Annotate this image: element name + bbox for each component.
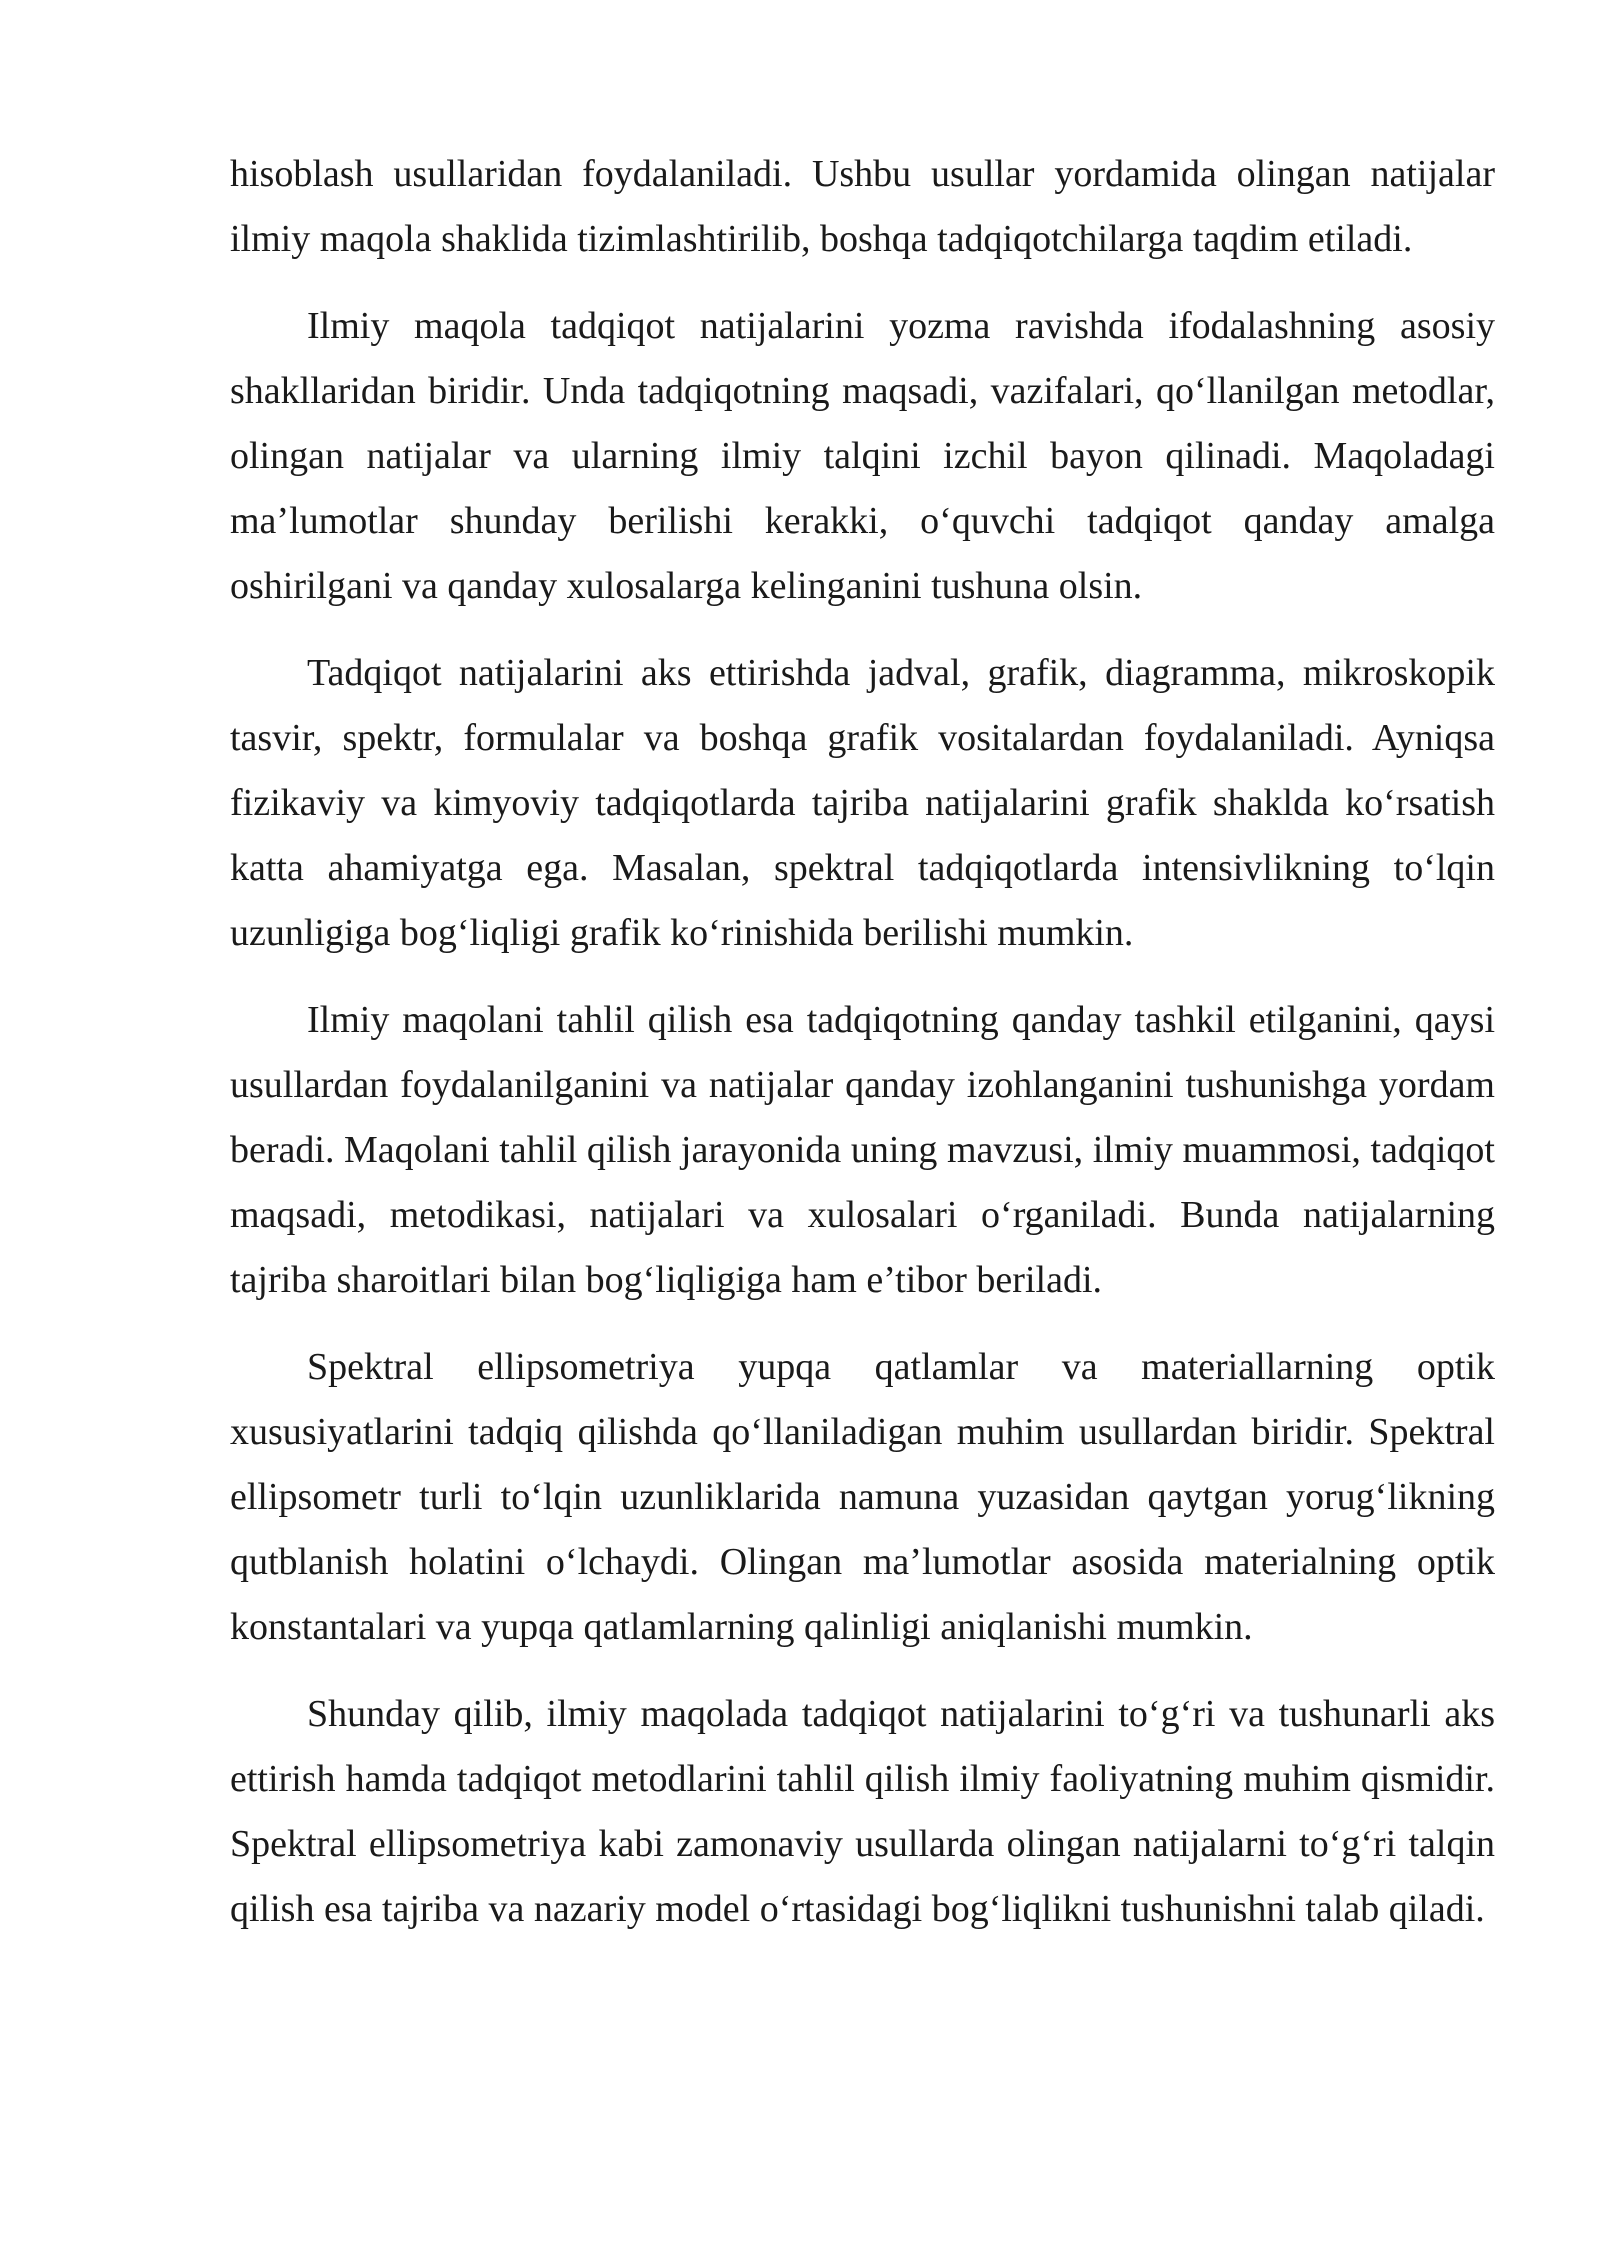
document-body [230, 142, 1495, 1964]
paragraph-xulosa: Shunday qilib, ilmiy maqolada tadqiqot natijalarini to‘g‘ri va tushunarli aks ettirish hamda tadqiqot metodlarini tahlil qilish ilmiy faoliyatning muhim qismidir. Spektral ellipsometriya kabi zamonaviy usullarda olingan natijalarni to‘g‘ri talqin qilish esa tajriba va nazariy model o‘rtasidagi bog‘liqlikni tushunishni talab qiladi. [230, 1693, 1495, 1930]
paragraph-ilmiy-maqola: Ilmiy maqola tadqiqot natijalarini yozma ravishda ifodalashning asosiy shakllaridan biridir. Unda tadqiqotning maqsadi, vazifalari, qo‘llanilgan metodlar, olingan natijalar va ularning ilmiy talqini izchil bayon qilinadi. Maqoladagi ma’lumotlar shunday berilishi kerakki, o‘quvchi tadqiqot qanday amalga oshirilgani va qanday xulosalarga kelinganini tushuna olsin. [230, 305, 1495, 607]
paragraph-spektral-ellipsometriya: Spektral ellipsometriya yupqa qatlamlar va materiallarning optik xususiyatlarini tadqiq qilishda qo‘llaniladigan muhim usullardan biridir. Spektral ellipsometr turli to‘lqin uzunliklarida namuna yuzasidan qaytgan yorug‘likning qutblanish holatini o‘lchaydi. Olingan ma’lumotlar asosida materialning optik konstantalari va yupqa qatlamlarning qalinligi aniqlanishi mumkin. [230, 1346, 1495, 1648]
paragraph-tadqiqot-natijalari: Tadqiqot natijalarini aks ettirishda jadval, grafik, diagramma, mikroskopik tasvir, spektr, formulalar va boshqa grafik vositalardan foydalaniladi. Ayniqsa fizikaviy va kimyoviy tadqiqotlarda tajriba natijalarini grafik shaklda ko‘rsatish katta ahamiyatga ega. Masalan, spektral tadqiqotlarda intensivlikning to‘lqin uzunligiga bog‘liqligi grafik ko‘rinishida berilishi mumkin. [230, 652, 1495, 954]
paragraph-maqola-tahlili: Ilmiy maqolani tahlil qilish esa tadqiqotning qanday tashkil etilganini, qaysi usullardan foydalanilganini va natijalar qanday izohlanganini tushunishga yordam beradi. Maqolani tahlil qilish jarayonida uning mavzusi, ilmiy muammosi, tadqiqot maqsadi, metodikasi, natijalari va xulosalari o‘rganiladi. Bunda natijalarning tajriba sharoitlari bilan bog‘liqligiga ham e’tibor beriladi. [230, 999, 1495, 1301]
paragraph-continuation: hisoblash usullaridan foydalaniladi. Ushbu usullar yordamida olingan natijalar ilmiy maqola shaklida tizimlashtirilib, boshqa tadqiqotchilarga taqdim etiladi. [230, 153, 1495, 260]
